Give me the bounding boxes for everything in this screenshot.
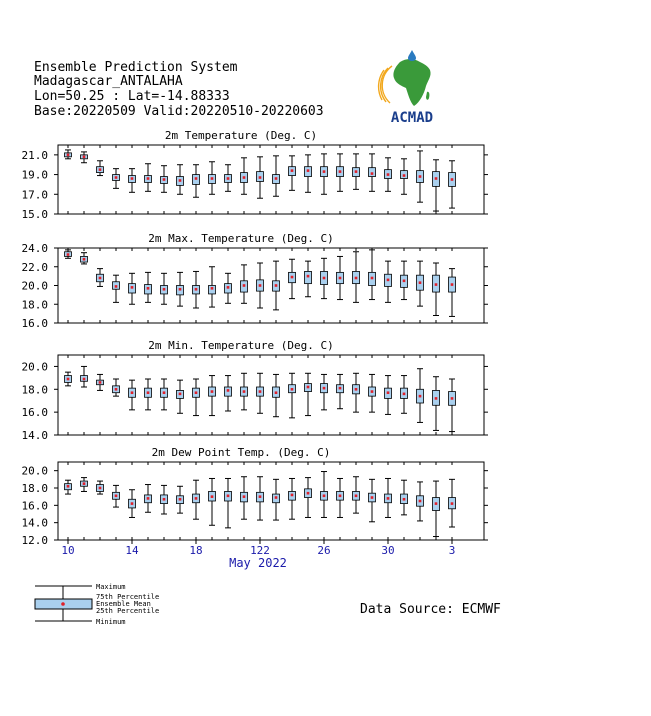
mean-marker <box>163 391 166 394</box>
mean-marker <box>99 168 102 171</box>
x-tick-label: 14 <box>125 544 139 557</box>
mean-marker <box>179 393 182 396</box>
mean-marker <box>195 288 198 291</box>
mean-marker <box>371 496 374 499</box>
mean-marker <box>435 502 438 505</box>
mean-marker <box>291 494 294 497</box>
mean-marker <box>83 258 86 261</box>
mean-marker <box>211 495 214 498</box>
mean-marker <box>355 388 358 391</box>
mean-marker <box>435 397 438 400</box>
mean-marker <box>371 172 374 175</box>
mean-marker <box>307 275 310 278</box>
mean-marker <box>243 495 246 498</box>
chart-title: 2m Temperature (Deg. C) <box>164 129 318 142</box>
mean-marker <box>131 502 134 505</box>
iqr-box <box>305 271 312 283</box>
mean-marker <box>435 177 438 180</box>
mean-marker <box>307 169 310 172</box>
mean-marker <box>339 387 342 390</box>
mean-marker <box>211 177 214 180</box>
mean-marker <box>147 287 150 290</box>
x-tick-label: 3 <box>448 544 456 557</box>
legend-minimum: Minimum <box>96 618 126 626</box>
mean-marker <box>115 285 118 288</box>
x-tick-label: 30 <box>381 544 395 557</box>
mean-marker <box>243 390 246 393</box>
mean-marker <box>83 378 86 381</box>
mean-marker <box>259 176 262 179</box>
mean-marker <box>387 497 390 500</box>
mean-marker <box>275 496 278 499</box>
y-tick-label: 16.0 <box>21 406 48 420</box>
mean-marker <box>147 497 150 500</box>
mean-marker <box>211 390 214 393</box>
iqr-box <box>369 168 376 177</box>
mean-marker <box>387 173 390 176</box>
mean-marker <box>323 495 326 498</box>
x-tick-label: 10 <box>61 544 75 557</box>
mean-marker <box>179 498 182 501</box>
mean-marker <box>115 176 118 179</box>
mean-marker <box>403 280 406 283</box>
data-source: Data Source: ECMWF <box>360 602 501 617</box>
mean-marker <box>275 177 278 180</box>
mean-marker <box>275 391 278 394</box>
mean-marker <box>67 253 70 256</box>
mean-marker <box>451 397 454 400</box>
location-name: Madagascar_ANTALAHA <box>34 74 183 89</box>
mean-marker <box>259 390 262 393</box>
mean-marker <box>307 492 310 495</box>
mean-marker <box>291 169 294 172</box>
legend-75th: 75th Percentile <box>96 593 160 601</box>
legend-mean-dot <box>61 602 65 606</box>
x-month-label: May 2022 <box>229 556 287 570</box>
y-tick-label: 12.0 <box>21 534 48 547</box>
y-tick-label: 20.0 <box>21 464 48 478</box>
mean-marker <box>163 288 166 291</box>
mean-marker <box>131 391 134 394</box>
mean-marker <box>387 391 390 394</box>
mean-marker <box>403 174 406 177</box>
mean-marker <box>323 170 326 173</box>
mean-marker <box>339 170 342 173</box>
x-tick-label: 18 <box>189 544 203 557</box>
mean-marker <box>435 283 438 286</box>
y-tick-label: 18.0 <box>21 298 48 312</box>
mean-marker <box>451 178 454 181</box>
mean-marker <box>259 495 262 498</box>
mean-marker <box>307 386 310 389</box>
mean-marker <box>419 395 422 398</box>
chart-title: 2m Dew Point Temp. (Deg. C) <box>151 446 331 459</box>
mean-marker <box>291 388 294 391</box>
mean-marker <box>227 286 230 289</box>
mean-marker <box>115 495 118 498</box>
mean-marker <box>403 393 406 396</box>
mean-marker <box>243 176 246 179</box>
mean-marker <box>83 482 86 485</box>
mean-marker <box>403 498 406 501</box>
legend-maximum: Maximum <box>96 583 126 591</box>
mean-marker <box>131 177 134 180</box>
x-tick-label: 122 <box>250 544 270 557</box>
mean-marker <box>419 500 422 503</box>
mean-marker <box>419 175 422 178</box>
y-tick-label: 20.0 <box>21 279 48 293</box>
mean-marker <box>451 283 454 286</box>
mean-marker <box>355 495 358 498</box>
mean-marker <box>83 156 86 159</box>
x-tick-label: 26 <box>317 544 331 557</box>
mean-marker <box>131 286 134 289</box>
mean-marker <box>227 389 230 392</box>
mean-marker <box>323 387 326 390</box>
mean-marker <box>371 390 374 393</box>
chart-title: 2m Max. Temperature (Deg. C) <box>148 232 334 245</box>
mean-marker <box>355 277 358 280</box>
mean-marker <box>227 177 230 180</box>
coordinates: Lon=50.25 : Lat=-14.88333 <box>34 89 230 104</box>
mean-marker <box>99 487 102 490</box>
mean-marker <box>147 177 150 180</box>
mean-marker <box>163 178 166 181</box>
mean-marker <box>99 381 102 384</box>
mean-marker <box>323 277 326 280</box>
mean-marker <box>67 485 70 488</box>
y-tick-label: 20.0 <box>21 360 48 374</box>
mean-marker <box>339 277 342 280</box>
mean-marker <box>211 287 214 290</box>
y-tick-label: 19.0 <box>21 168 48 182</box>
mean-marker <box>179 179 182 182</box>
mean-marker <box>67 378 70 381</box>
legend <box>30 580 200 630</box>
y-tick-label: 22.0 <box>21 260 48 274</box>
y-tick-label: 16.0 <box>21 317 48 330</box>
mean-marker <box>67 154 70 157</box>
mean-marker <box>195 497 198 500</box>
logo-text: ACMAD <box>390 110 434 126</box>
y-tick-label: 15.0 <box>21 208 48 221</box>
y-tick-label: 14.0 <box>21 429 48 442</box>
mean-marker <box>243 284 246 287</box>
legend-25th: 25th Percentile <box>96 607 160 615</box>
mean-marker <box>195 177 198 180</box>
mean-marker <box>419 281 422 284</box>
mean-marker <box>355 170 358 173</box>
mean-marker <box>387 279 390 282</box>
mean-marker <box>291 276 294 279</box>
mean-marker <box>339 495 342 498</box>
y-tick-label: 16.0 <box>21 499 48 513</box>
y-tick-label: 17.0 <box>21 188 48 202</box>
forecast-dates: Base:20220509 Valid:20220510-20220603 <box>34 104 324 119</box>
y-tick-label: 24.0 <box>21 242 48 255</box>
y-tick-label: 21.0 <box>21 148 48 162</box>
mean-marker <box>275 284 278 287</box>
legend-mean: Ensemble Mean <box>96 600 151 608</box>
mean-marker <box>227 495 230 498</box>
mean-marker <box>195 391 198 394</box>
mean-marker <box>179 288 182 291</box>
mean-marker <box>451 502 454 505</box>
y-tick-label: 18.0 <box>21 482 48 495</box>
mean-marker <box>147 391 150 394</box>
y-tick-label: 14.0 <box>21 516 48 530</box>
iqr-box <box>209 286 216 294</box>
mean-marker <box>163 498 166 501</box>
mean-marker <box>259 284 262 287</box>
chart-title: 2m Min. Temperature (Deg. C) <box>148 339 334 352</box>
mean-marker <box>371 277 374 280</box>
y-tick-label: 18.0 <box>21 383 48 397</box>
system-title: Ensemble Prediction System <box>34 60 238 75</box>
mean-marker <box>115 388 118 391</box>
mean-marker <box>99 277 102 280</box>
